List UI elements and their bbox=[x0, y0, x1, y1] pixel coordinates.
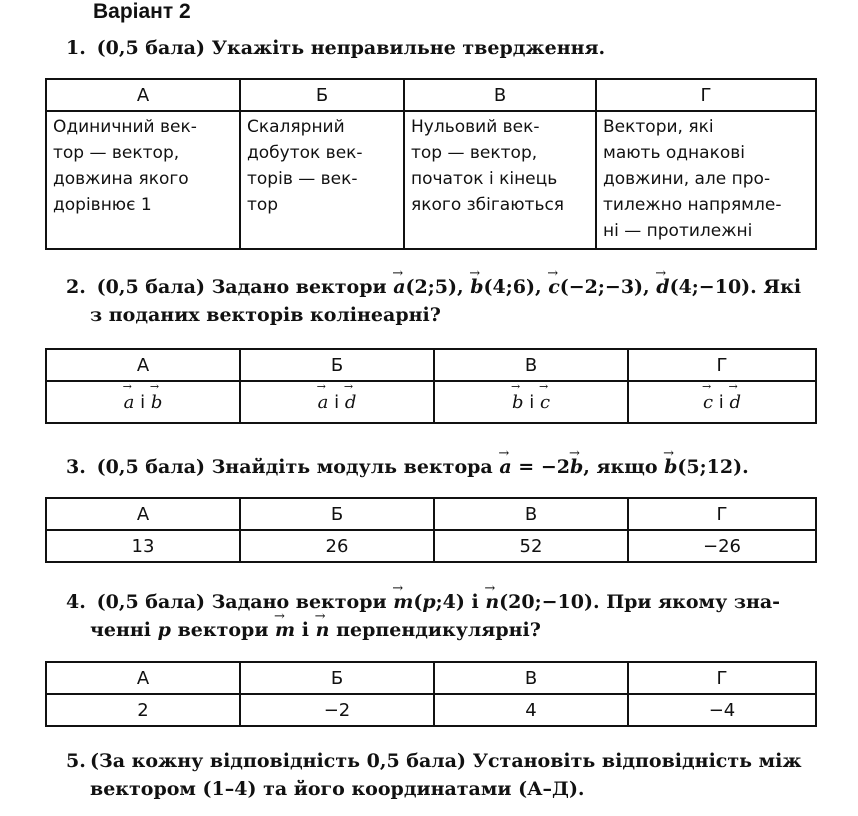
variant-title: Варіант 2 bbox=[93, 0, 191, 23]
vector-n: → n bbox=[485, 588, 499, 616]
q2-header-d: Г bbox=[628, 349, 816, 381]
q3-header-c: В bbox=[434, 498, 628, 530]
vector-b: → b bbox=[664, 453, 677, 481]
q1-header-a: А bbox=[46, 79, 240, 111]
q3-option-a: 13 bbox=[46, 530, 240, 562]
q2-option-d: → c і → d bbox=[628, 381, 816, 423]
vector-b: → b bbox=[470, 273, 483, 301]
q1-header-d: Г bbox=[596, 79, 816, 111]
question-5: 5. (За кожну відповідність 0,5 бала) Установіть відповідність між вектором (1–4) та його координатами (А–Д). bbox=[66, 750, 802, 800]
vector-m: → m bbox=[275, 616, 295, 644]
q4-header-b: Б bbox=[240, 662, 434, 694]
q3-option-d: −26 bbox=[628, 530, 816, 562]
q3-table bbox=[45, 497, 817, 563]
q2-option-a: → a і → b bbox=[46, 381, 240, 423]
q3-header-b: Б bbox=[240, 498, 434, 530]
q1-option-d: Вектори, які мають однакові довжини, але про- тилежно напрямле- ні — протилежні bbox=[596, 111, 816, 249]
question-1 bbox=[66, 34, 826, 62]
q4-table bbox=[45, 661, 817, 727]
vector-b: → b bbox=[570, 453, 583, 481]
q3-header-a: А bbox=[46, 498, 240, 530]
q3-option-c: 52 bbox=[434, 530, 628, 562]
q1-option-c: Нульовий век- тор — вектор, початок і кінець якого збігаються bbox=[404, 111, 596, 249]
q4-option-d: −4 bbox=[628, 694, 816, 726]
q4-header-c: В bbox=[434, 662, 628, 694]
q4-header-a: А bbox=[46, 662, 240, 694]
question-4: 4. (0,5 бала) Задано вектори → m(p;4) і → n(20;−10). При якому зна- ченні p вектори → m і → n перпендикулярні? bbox=[66, 588, 826, 644]
q3-header-d: Г bbox=[628, 498, 816, 530]
q2-header-c: В bbox=[434, 349, 628, 381]
q2-header-b: Б bbox=[240, 349, 434, 381]
q2-table bbox=[45, 348, 817, 424]
q1-option-b: Скалярний добуток век- торів — век- тор bbox=[240, 111, 404, 249]
q4-option-b: −2 bbox=[240, 694, 434, 726]
q2-header-a: А bbox=[46, 349, 240, 381]
q4-option-a: 2 bbox=[46, 694, 240, 726]
vector-m: → m bbox=[393, 588, 413, 616]
q2-option-c: → b і → c bbox=[434, 381, 628, 423]
vector-n: → n bbox=[316, 616, 330, 644]
q1-table bbox=[45, 78, 817, 250]
q1-header-b: Б bbox=[240, 79, 404, 111]
question-2: 2. (0,5 бала) Задано вектори → a(2;5), → b(4;6), → c(−2;−3), → d(4;−10). Які з поданих векторів колінеарні? bbox=[66, 273, 826, 329]
q1-header-c: В bbox=[404, 79, 596, 111]
q1-option-a: Одиничний век- тор — вектор, довжина якого дорівнює 1 bbox=[46, 111, 240, 249]
question-3: 3. (0,5 бала) Знайдіть модуль вектора → a = −2→ b, якщо → b(5;12). bbox=[66, 453, 826, 481]
vector-d: → d bbox=[656, 273, 669, 301]
vector-a: → a bbox=[393, 273, 405, 301]
vector-a: → a bbox=[499, 453, 511, 481]
q4-header-d: Г bbox=[628, 662, 816, 694]
q3-option-b: 26 bbox=[240, 530, 434, 562]
vector-c: → c bbox=[548, 273, 560, 301]
question-number: 1. bbox=[66, 37, 86, 59]
q2-option-b: → a і → d bbox=[240, 381, 434, 423]
question-text: (0,5 бала) Укажіть неправильне твердження. bbox=[96, 37, 606, 59]
q4-option-c: 4 bbox=[434, 694, 628, 726]
